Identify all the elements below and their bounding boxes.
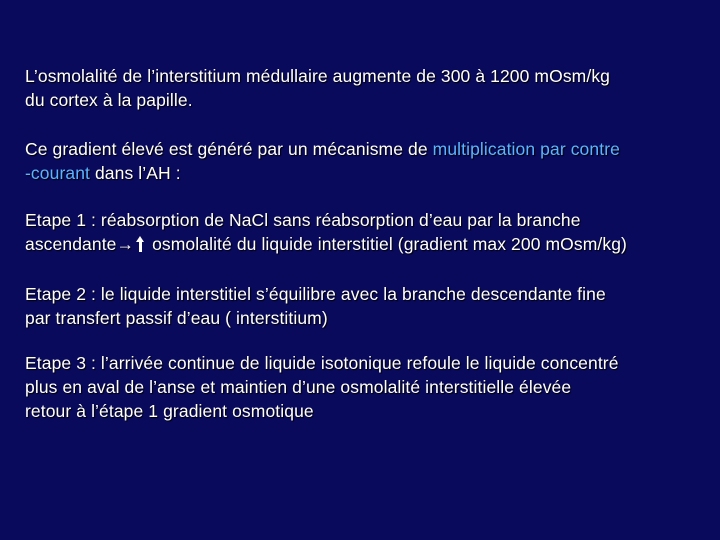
paragraph-etape-1 — [25, 208, 715, 256]
text-line — [25, 161, 715, 185]
paragraph-gradient — [25, 137, 715, 185]
text-line: retour à l’étape 1 gradient osmotique — [25, 401, 314, 421]
paragraph-etape-3 — [25, 351, 715, 423]
text-line: plus en aval de l’anse et maintien d’une osmolalité interstitielle élevée — [25, 377, 572, 397]
text-line — [25, 232, 715, 256]
highlight-term: -courant — [25, 163, 90, 183]
text-line: Etape 2 : le liquide interstitiel s’équilibre avec la branche descendante fine — [25, 284, 606, 304]
text-line: du cortex à la papille. — [25, 90, 193, 110]
text-segment: dans l’AH : — [90, 163, 181, 183]
text-line: par transfert passif d’eau ( interstitium) — [25, 308, 328, 328]
text-segment: Ce gradient élevé est généré par un mécanisme de — [25, 139, 433, 159]
text-line: L’osmolalité de l’interstitium médullaire augmente de 300 à 1200 mOsm/kg — [25, 66, 610, 86]
paragraph-etape-2 — [25, 282, 715, 330]
paragraph-osmolality — [25, 64, 715, 112]
text-segment: ascendante — [25, 234, 117, 254]
text-line: Etape 3 : l’arrivée continue de liquide isotonique refoule le liquide concentré — [25, 353, 619, 373]
up-arrow-icon — [135, 236, 145, 252]
text-line: Etape 1 : réabsorption de NaCl sans réabsorption d’eau par la branche — [25, 210, 581, 230]
text-segment: osmolalité du liquide interstitiel (gradient max 200 mOsm/kg) — [147, 234, 627, 254]
text-line — [25, 137, 715, 161]
highlight-term: multiplication par contre — [432, 139, 620, 159]
right-arrow-icon: → — [116, 234, 135, 254]
